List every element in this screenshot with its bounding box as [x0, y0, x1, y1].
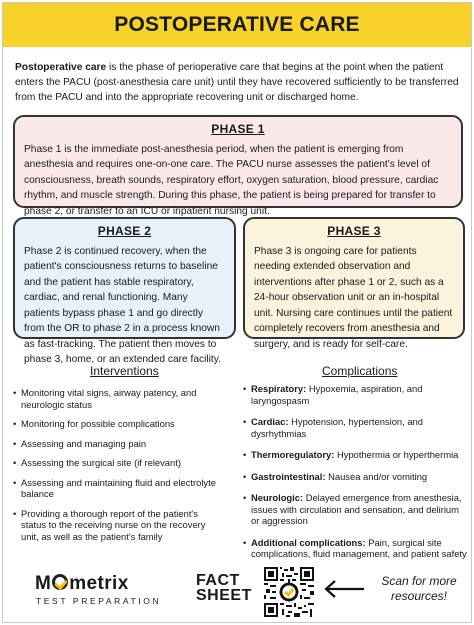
complication-text: Nausea and/or vomiting — [325, 470, 428, 482]
scan-line-2: resources! — [390, 589, 448, 603]
list-item — [243, 471, 469, 483]
complication-label: Respiratory: — [251, 383, 307, 394]
complication-text: Delayed emergence from anesthesia, issues with circulation and sensation, and delirium or aggression — [251, 492, 462, 526]
logo-tagline: TEST PREPARATION — [36, 596, 162, 606]
phase-1-box — [13, 115, 463, 217]
list-item — [243, 416, 469, 439]
arrow-left-icon — [323, 579, 365, 599]
list-item: • Monitoring vital signs, airway patency, and neurologic status — [13, 387, 218, 410]
complication-text: Hypothermia or hyperthermia — [334, 449, 459, 460]
complication-text: Hypotension, hypertension, and dysrhythmias — [251, 416, 423, 439]
scan-prompt — [369, 574, 469, 604]
list-item — [243, 449, 469, 461]
logo-letter: M — [35, 573, 52, 594]
list-item — [243, 537, 469, 560]
list-item: • Assessing the surgical site (if relevant) — [13, 457, 218, 469]
mometrix-logo[interactable] — [35, 573, 129, 595]
intro-text: is the phase of perioperative care that begins at the point when the patient enters the PACU (post-anesthesia care unit) until they have recovered sufficiently to be transferred from the PACU and into the appropriate recovering unit or discharged home. — [15, 62, 459, 103]
phase-2-title: PHASE 2 — [97, 224, 152, 238]
fact-sheet — [2, 2, 472, 623]
phase-1-title: PHASE 1 — [211, 122, 265, 136]
complication-text: Hypoxemia, aspiration, and laryngospasm — [251, 383, 423, 406]
phase-3-text: Phase 3 is ongoing care for patients needing extended observation and interventions after phase 1 or 2, such as a 24-hour observation unit or an in-hospital unit. Nursing care continues until the patient completely recovers from anesthesia and surgery, and is ready for self-care. — [254, 245, 453, 350]
complication-label: Thermoregulatory: — [251, 449, 335, 460]
intro-term: Postoperative care — [15, 62, 107, 73]
logo-check-o-icon — [52, 574, 68, 590]
title-bar — [3, 3, 471, 47]
qr-code-icon[interactable] — [264, 567, 314, 617]
list-item — [243, 492, 469, 527]
phase-3-title: PHASE 3 — [327, 224, 381, 238]
list-item — [243, 383, 469, 406]
phase-2-box — [13, 217, 236, 365]
interventions-heading: Interventions — [90, 364, 159, 378]
scan-line-1: Scan for more — [381, 574, 457, 588]
complications-list — [243, 383, 469, 570]
phase-2-text: Phase 2 is continued recovery, when the patient's consciousness returns to baseline and the patient has stable respiratory, cardiac, and renal functioning. Many patients bypass phase 1 and go directly from the OR to phase 2 in a process known as fast-tracking. The patient then moves to phase 3, home, or an extended care facility. — [24, 245, 221, 365]
complication-label: Neurologic: — [251, 492, 304, 503]
complication-text: Pain, surgical site complications, fluid management, and patient safety — [251, 536, 467, 559]
complication-label: Additional complications: — [251, 536, 366, 548]
fact-sheet-label — [196, 573, 252, 603]
complication-label: Gastrointestinal: — [251, 470, 326, 482]
list-item: • Providing a thorough report of the patient's status to the receiving nurse on the recovery unit, as well as the patient's family — [13, 508, 218, 543]
logo-text: metrix — [69, 573, 129, 594]
list-item: • Assessing and managing pain — [13, 438, 218, 450]
footer — [3, 565, 471, 623]
phase-1-text: Phase 1 is the immediate post-anesthesia period, when the patient is emerging from anesthesia and requires one-on-one care. The PACU nurse assesses the patient's level of consciousness, breath sounds, respiratory effort, oxygen saturation, blood pressure, cardiac rhythm, and muscle strength. During this phase, the patient is being prepared for transfer to phase 2, or transfer to an ICU or inpatient nursing unit. — [24, 143, 439, 217]
list-item: • Monitoring for possible complications — [13, 418, 218, 430]
sheet-line: SHEET — [196, 587, 252, 604]
page-title: POSTOPERATIVE CARE — [114, 13, 360, 36]
phase-3-box — [243, 217, 465, 350]
fact-line: FACT — [196, 572, 240, 589]
list-item: • Assessing and maintaining fluid and electrolyte balance — [13, 477, 218, 500]
intro-paragraph — [15, 60, 461, 105]
complication-label: Cardiac: — [251, 416, 289, 427]
complications-heading: Complications — [322, 364, 398, 378]
interventions-list — [13, 387, 218, 550]
